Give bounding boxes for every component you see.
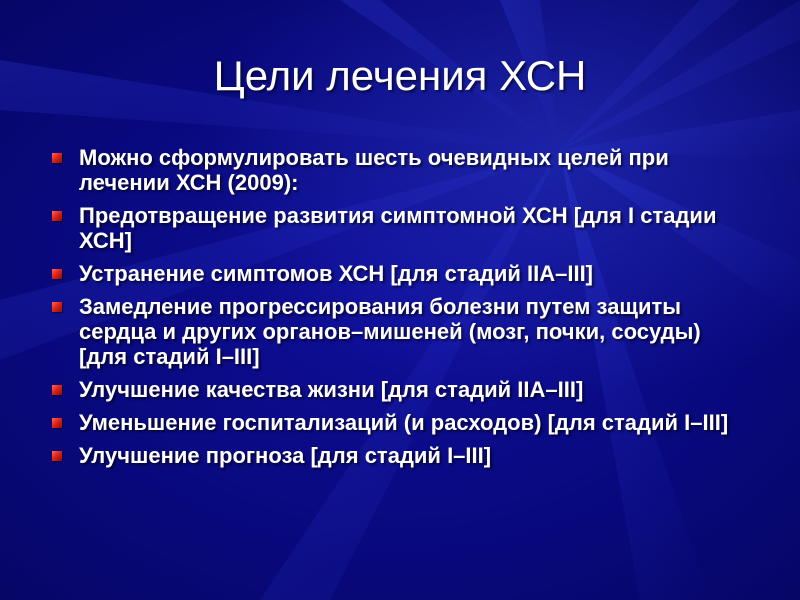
red-square-bullet-icon — [52, 302, 62, 312]
red-square-bullet-icon — [52, 153, 62, 163]
slide-title: Цели лечения ХСН — [213, 52, 587, 99]
bullet-text: Уменьшение госпитализаций (и расходов) [для стадий I–III] — [79, 410, 729, 435]
list-item — [50, 145, 740, 195]
red-square-bullet-icon — [52, 451, 62, 461]
bullet-list — [50, 145, 740, 476]
list-item — [50, 203, 740, 253]
list-item — [50, 261, 740, 286]
red-square-bullet-icon — [52, 418, 62, 428]
list-item — [50, 294, 740, 369]
red-square-bullet-icon — [52, 269, 62, 279]
bullet-text: Устранение симптомов ХСН [для стадий IIА–III] — [79, 261, 594, 286]
list-item — [50, 410, 740, 435]
bullet-text: Предотвращение развития симптомной ХСН [для I стадии ХСН] — [79, 203, 717, 253]
red-square-bullet-icon — [52, 211, 62, 221]
red-square-bullet-icon — [52, 385, 62, 395]
list-item — [50, 443, 740, 468]
bullet-text: Замедление прогрессирования болезни путем защиты сердца и других органов–мишеней (мозг, почки, сосуды) [для стадий I–III] — [79, 294, 701, 369]
bullet-text: Улучшение качества жизни [для стадий IIА–III] — [79, 377, 584, 402]
list-item — [50, 377, 740, 402]
bullet-text: Можно сформулировать шесть очевидных целей при лечении ХСН (2009): — [79, 145, 669, 195]
bullet-text: Улучшение прогноза [для стадий I–III] — [79, 443, 492, 468]
